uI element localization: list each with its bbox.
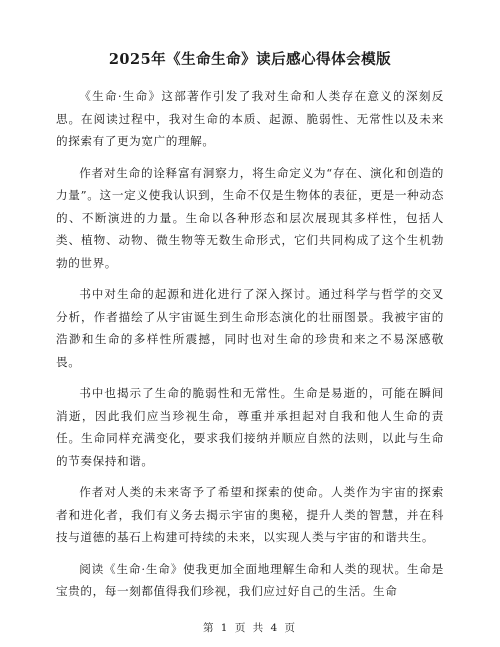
- paragraph: 阅读《生命·生命》使我更加全面地理解生命和人类的现状。生命是宝贵的，每一刻都值得我们珍视，我们应过好自己的生活。生命: [56, 561, 444, 598]
- document-title: 2025年《生命生命》读后感心得体会模版: [108, 51, 392, 68]
- paragraph: 书中也揭示了生命的脆弱性和无常性。生命是易逝的，可能在瞬间消逝，因此我们应当珍视生命，尊重并承担起对自我和他人生命的责任。生命同样充满变化，要求我们接纳并顺应自然的法则，以此与生命的节奏保持和谐。: [56, 386, 444, 468]
- page-number-footer: 第 1 页 共 4 页: [202, 622, 298, 634]
- paragraph: 作者对人类的未来寄予了希望和探索的使命。人类作为宇宙的探索者和进化者，我们有义务去揭示宇宙的奥秘，提升人类的智慧，并在科技与道德的基石上构建可持续的未来，以实现人类与宇宙的和谐共生。: [56, 485, 444, 544]
- paragraph: 《生命·生命》这部著作引发了我对生命和人类存在意义的深刻反思。在阅读过程中，我对生命的本质、起源、脆弱性、无常性以及未来的探索有了更为宽广的理解。: [56, 89, 444, 148]
- paragraph: 书中对生命的起源和进化进行了深入探讨。通过科学与哲学的交叉分析，作者描绘了从宇宙诞生到生命形态演化的壮丽图景。我被宇宙的浩渺和生命的多样性所震撼，同时也对生命的珍贵和来之不易深感敬畏。: [56, 287, 444, 369]
- paragraph: 作者对生命的诠释富有洞察力，将生命定义为“存在、演化和创造的力量”。这一定义使我认识到，生命不仅是生物体的表征，更是一种动态的、不断演进的力量。生命以各种形态和层次展现其多样性，包括人类、植物、动物、微生物等无数生命形式，它们共同构成了这个生机勃勃的世界。: [56, 165, 444, 270]
